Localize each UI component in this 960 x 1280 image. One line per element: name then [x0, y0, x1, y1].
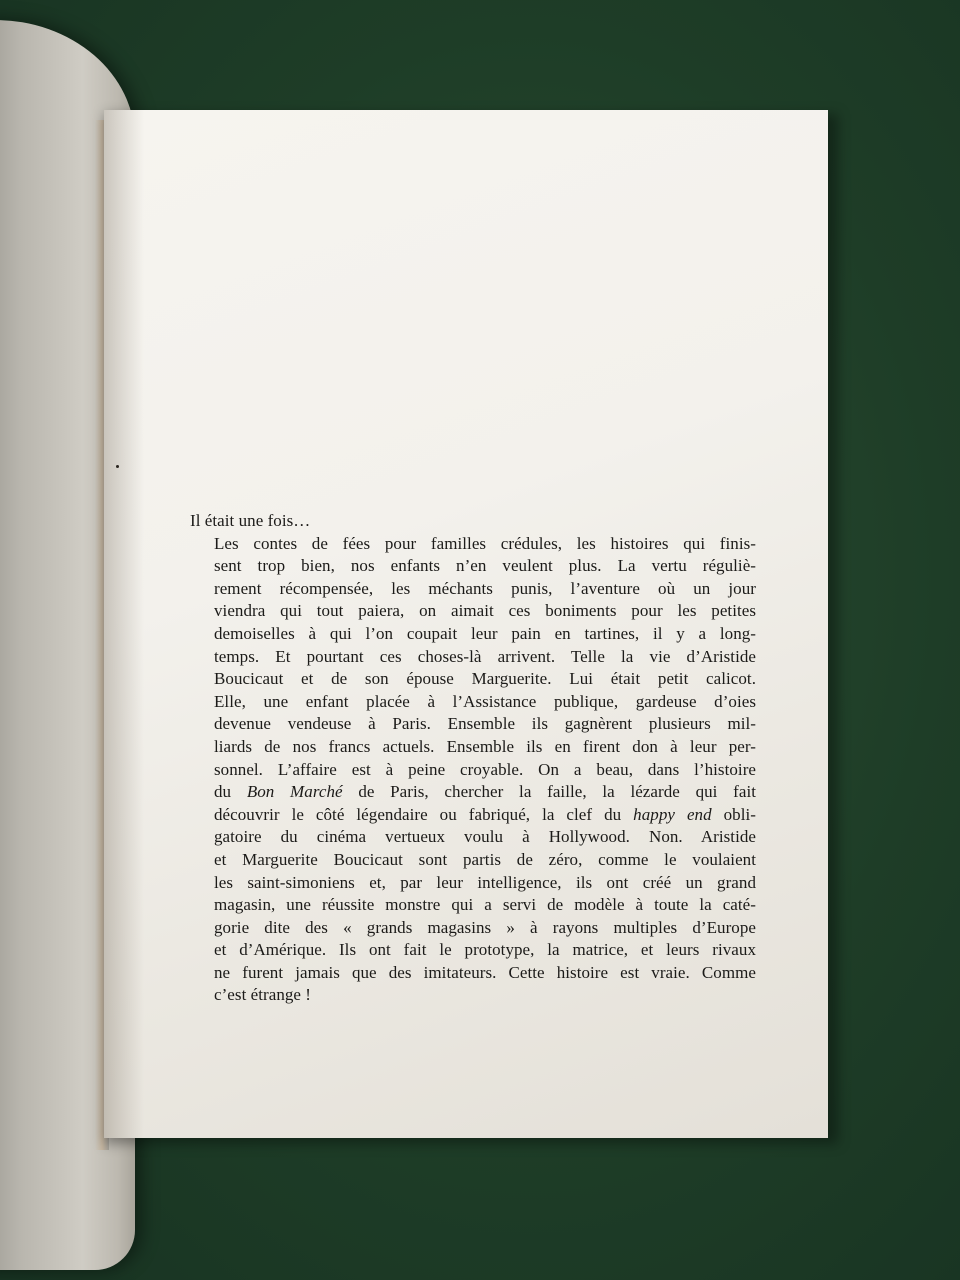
text-line	[190, 939, 756, 962]
text-segment: obli-	[711, 804, 756, 824]
text-line	[190, 713, 756, 736]
text-segment: sonnel. L’affaire est à peine croyable. On a beau, dans l’histoire	[214, 759, 756, 779]
text-line	[190, 917, 756, 940]
text-line	[190, 736, 756, 759]
paragraph	[190, 533, 756, 1007]
text-line	[190, 691, 756, 714]
text-line	[190, 578, 756, 601]
text-line	[190, 668, 756, 691]
italic-text: happy end	[633, 804, 712, 824]
text-segment: magasin, une réussite monstre qui a servi de modèle à toute la caté-	[214, 895, 756, 915]
text-segment: gorie dite des « grands magasins » à rayons multiples d’Europe	[214, 917, 756, 937]
text-line	[190, 984, 756, 1007]
text-segment: liards de nos francs actuels. Ensemble ils en firent don à leur per-	[214, 736, 756, 756]
book-gutter	[104, 110, 144, 1138]
text-segment: Elle, une enfant placée à l’Assistance publique, gardeuse d’oies	[214, 691, 756, 711]
italic-text: Bon Marché	[246, 782, 343, 802]
text-segment: Boucicaut et de son épouse Marguerite. Lui était petit calicot.	[214, 669, 756, 689]
text-segment: temps. Et pourtant ces choses-là arrivent. Telle la vie d’Aristide	[214, 646, 756, 666]
text-line	[190, 781, 756, 804]
text-line	[190, 555, 756, 578]
text-segment: c’est étrange !	[214, 985, 312, 1005]
opening-line: Il était une fois…	[190, 511, 311, 530]
text-line	[190, 759, 756, 782]
text-segment: du	[214, 782, 247, 802]
text-line	[190, 962, 756, 985]
text-segment: viendra qui tout paiera, on aimait ces boniments pour les petites	[214, 601, 756, 621]
text-segment: et Marguerite Boucicaut sont partis de zéro, comme le voulaient	[214, 849, 756, 869]
text-line	[190, 894, 756, 917]
text-segment: devenue vendeuse à Paris. Ensemble ils gagnèrent plusieurs mil-	[214, 714, 756, 734]
text-segment: sent trop bien, nos enfants n’en veulent plus. La vertu réguliè-	[214, 556, 756, 576]
text-line	[190, 533, 756, 556]
text-line	[190, 646, 756, 669]
text-line	[190, 600, 756, 623]
page-speck	[116, 465, 119, 468]
text-segment: de Paris, chercher la faille, la lézarde qui fait	[342, 782, 757, 802]
text-line	[190, 826, 756, 849]
text-segment: gatoire du cinéma vertueux voulu à Hollywood. Non. Aristide	[214, 827, 756, 847]
text-line	[190, 623, 756, 646]
text-segment: découvrir le côté légendaire ou fabriqué, la clef du	[214, 804, 634, 824]
text-line	[190, 804, 756, 827]
text-line	[190, 872, 756, 895]
text-line	[190, 849, 756, 872]
text-segment: et d’Amérique. Ils ont fait le prototype, la matrice, et leurs rivaux	[214, 940, 756, 960]
page-text	[190, 510, 756, 1007]
text-segment: Les contes de fées pour familles crédules, les histoires qui finis-	[214, 533, 756, 553]
text-segment: demoiselles à qui l’on coupait leur pain en tartines, il y a long-	[214, 623, 756, 643]
text-segment: ne furent jamais que des imitateurs. Cette histoire est vraie. Comme	[214, 962, 756, 982]
text-segment: rement récompensée, les méchants punis, l’aventure où un jour	[214, 578, 756, 598]
text-segment: les saint-simoniens et, par leur intelligence, ils ont créé un grand	[214, 872, 756, 892]
